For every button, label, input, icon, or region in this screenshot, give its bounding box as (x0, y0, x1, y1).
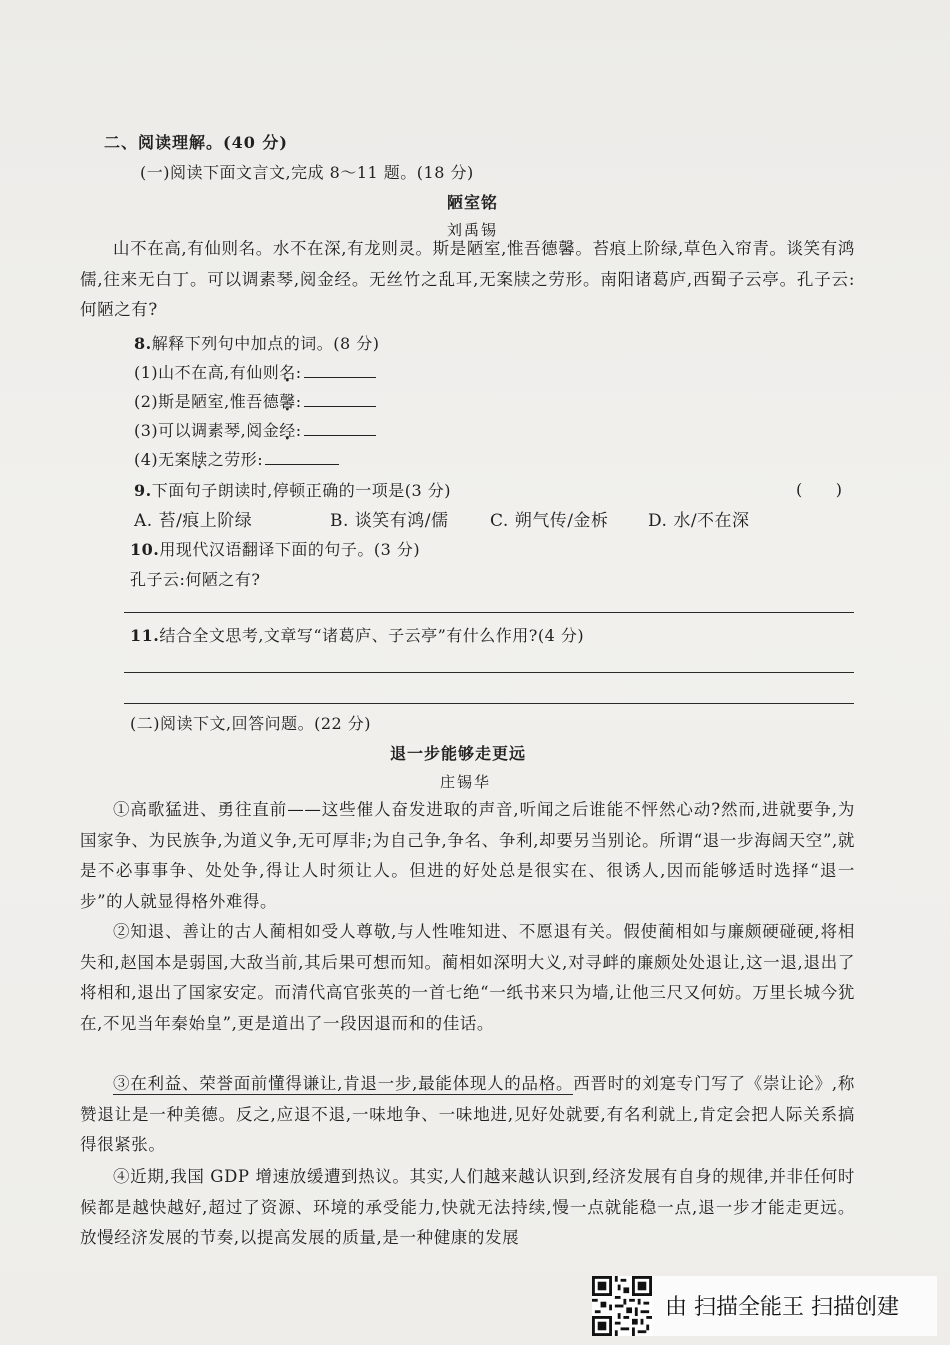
q8-item-1-answer-blank[interactable] (304, 376, 376, 378)
scanner-watermark (592, 1276, 937, 1336)
q11-answer-line-2[interactable] (124, 703, 854, 704)
section-heading: 二、阅读理解。(40 分) (104, 133, 288, 152)
q10-text: 用现代汉语翻译下面的句子。(3 分) (159, 540, 421, 559)
q8-item-2 (134, 389, 376, 412)
part1-intro: (一)阅读下面文言文,完成 8～11 题。(18 分) (140, 163, 474, 182)
q8-item-3-text: (3)可以调素琴,阅金 (134, 421, 280, 440)
poem-title: 陋室铭 (447, 193, 499, 212)
poem-text: 山不在高,有仙则名。水不在深,有龙则灵。斯是陋室,惟吾德馨。苔痕上阶绿,草色入帘青。谈笑有鸿儒,往来无白丁。可以调素琴,阅金经。无丝竹之乱耳,无案牍之劳形。南阳诸葛庐,西蜀子云亭。孔子云:何陋之有? (80, 239, 855, 319)
q8-item-2-answer-blank[interactable] (304, 405, 376, 407)
q8-item-3 (134, 418, 376, 441)
q8-item-3-dotted-word: 经 (279, 421, 296, 440)
q11-stem (130, 623, 584, 646)
q8-item-1-colon: : (295, 363, 302, 382)
essay-author: 庄锡华 (440, 773, 492, 791)
q9-option-d[interactable]: D. 水/不在深 (648, 511, 750, 531)
q9-stem (134, 478, 451, 501)
watermark-text: 由 扫描全能王 扫描创建 (665, 1295, 899, 1320)
essay-title: 退一步能够走更远 (390, 744, 527, 763)
poem-author: 刘禹锡 (447, 221, 499, 239)
q10-stem (130, 537, 420, 560)
essay-paragraph-3-rest: 西晋时的刘寔专门写了《崇让论》,称赞退让是一种美德。反之,应退不退,一味地争、一味地进,见好处就要,有名利就上,肯定会把人际关系搞得很紧张。 (80, 1074, 855, 1154)
q8-item-3-colon: : (295, 421, 302, 440)
q9-number: 9. (134, 481, 152, 500)
q9-option-a[interactable]: A. 苔/痕上阶绿 (134, 511, 253, 531)
q8-item-3-answer-blank[interactable] (304, 434, 376, 436)
q8-item-1-text: (1)山不在高,有仙则 (134, 363, 280, 382)
q8-item-4-answer-blank[interactable] (265, 463, 339, 465)
essay-paragraph-1: ①高歌猛进、勇往直前——这些催人奋发进取的声音,听闻之后谁能不怦然心动?然而,进就要争,为国家争、为民族争,为道义争,无可厚非;为自己争,争名、争利,却要另当别论。所谓“退一步海阔天空”,就是不必事事争、处处争,得让人时须让人。但进的好处总是很实在、很诱人,因而能够适时选择“退一步”的人就显得格外难得。 (80, 800, 855, 911)
essay-paragraph-3-underlined: ③在利益、荣誉面前懂得谦让,肯退一步,最能体现人的品格。 (113, 1074, 574, 1093)
q8-item-1-dotted-word: 名 (279, 363, 296, 382)
q11-number: 11. (130, 626, 160, 645)
q9-answer-parens[interactable]: ( ) (796, 480, 843, 499)
q11-answer-line-1[interactable] (124, 672, 854, 673)
qr-code-icon (592, 1276, 652, 1336)
part2-intro: (二)阅读下文,回答问题。(22 分) (130, 714, 372, 733)
essay-paragraph-3 (80, 1069, 855, 1161)
q8-stem (134, 331, 379, 354)
q9-text: 下面句子朗读时,停顿正确的一项是(3 分) (151, 481, 452, 500)
q8-item-2-dotted-word: 馨 (279, 392, 296, 411)
q10-sentence: 孔子云:何陋之有? (130, 570, 261, 589)
q10-number: 10. (130, 540, 160, 559)
q9-option-b[interactable]: B. 谈笑有鸿/儒 (330, 511, 449, 531)
q8-item-4-dotted-word: 牍 (191, 450, 208, 469)
essay-paragraph-4: ④近期,我国 GDP 增速放缓遭到热议。其实,人们越来越认识到,经济发展有自身的规律,并非任何时候都是越快越好,超过了资源、环境的承受能力,快就无法持续,慢一点就能稳一点,退一步才能走更远。放慢经济发展的节奏,以提高发展的质量,是一种健康的发展 (80, 1167, 855, 1247)
q10-answer-line[interactable] (124, 612, 854, 613)
q8-item-2-colon: : (295, 392, 302, 411)
q9-option-c[interactable]: C. 朔气传/金柝 (490, 511, 609, 531)
q8-item-4 (134, 447, 339, 470)
q8-number: 8. (134, 334, 152, 353)
q11-text: 结合全文思考,文章写“诸葛庐、子云亭”有什么作用?(4 分) (159, 626, 585, 645)
essay-paragraph-2: ②知退、善让的古人蔺相如受人尊敬,与人性唯知进、不愿退有关。假使蔺相如与廉颇硬碰硬,将相失和,赵国本是弱国,大敌当前,其后果可想而知。蔺相如深明大义,对寻衅的廉颇处处退让,这一退,退出了将相和,退出了国家安定。而清代高官张英的一首七绝“一纸书来只为墙,让他三尺又何妨。万里长城今犹在,不见当年秦始皇”,更是道出了一段因退而和的佳话。 (80, 922, 855, 1033)
q8-item-4-text: (4)无案 (134, 450, 192, 469)
q8-item-4-colon: 之劳形: (207, 450, 264, 469)
q8-text: 解释下列句中加点的词。(8 分) (151, 334, 380, 353)
q8-item-2-text: (2)斯是陋室,惟吾德 (134, 392, 280, 411)
q8-item-1 (134, 360, 376, 383)
